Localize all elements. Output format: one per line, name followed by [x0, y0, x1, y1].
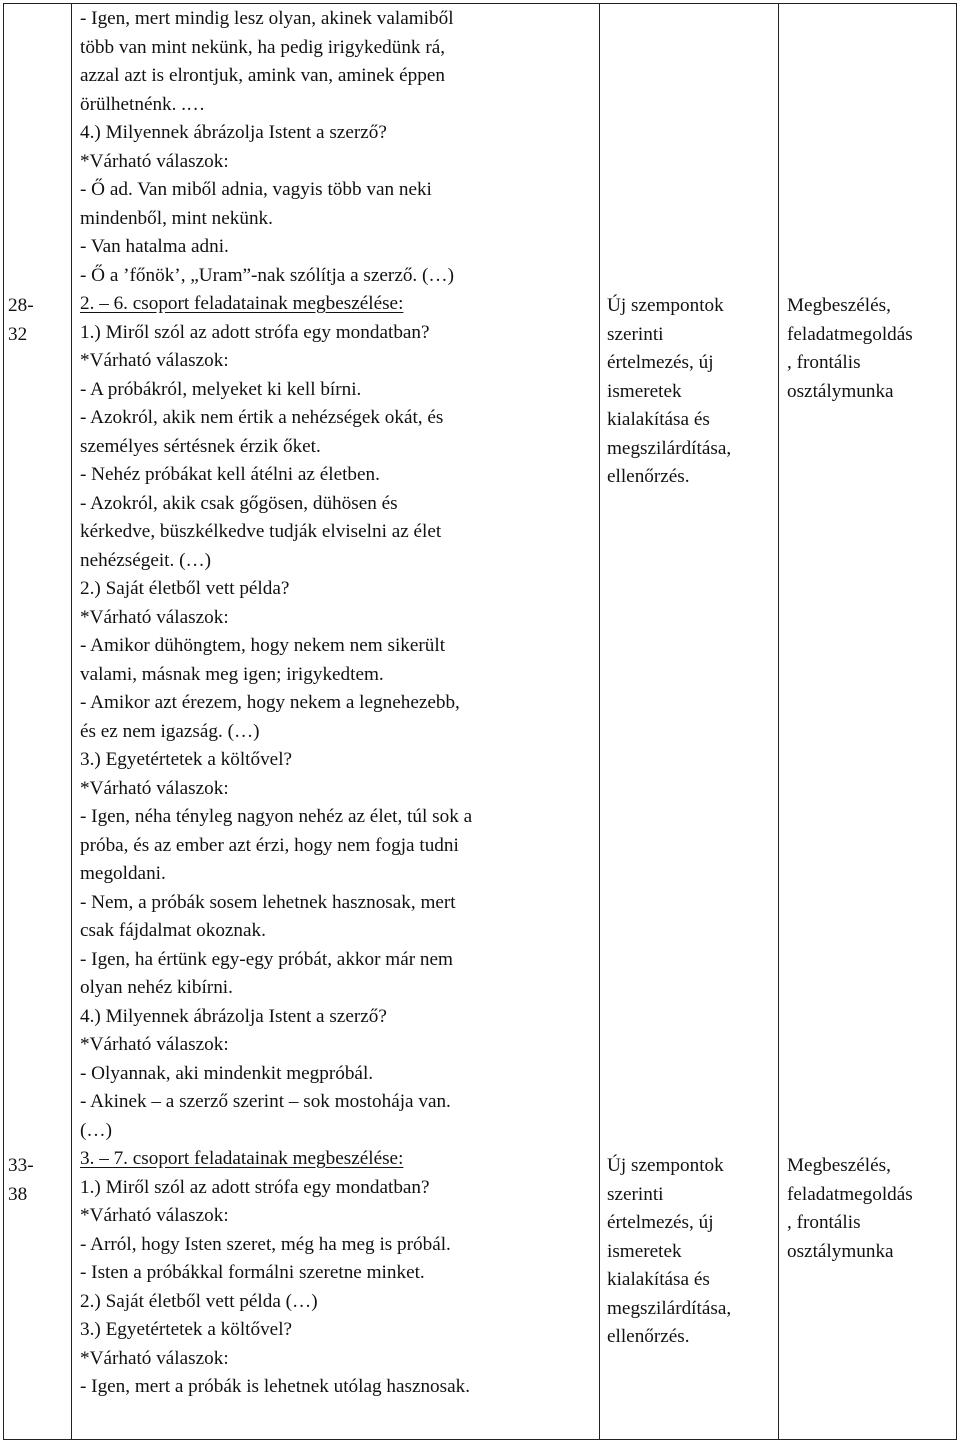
method-line: osztálymunka	[787, 1240, 894, 1262]
method-line: Megbeszélés,	[787, 1155, 891, 1176]
activity-text-line: - Isten a próbákkal formálni szeretne minket.	[80, 1262, 425, 1283]
activity-text-line: azzal azt is elrontjuk, amink van, aminek éppen	[80, 65, 445, 86]
goal-line: értelmezés, új	[607, 352, 714, 373]
table-border-col1	[71, 3, 72, 1440]
goal-line: szerinti	[607, 323, 664, 345]
lesson-number: 33-	[8, 1155, 34, 1176]
table-border-left	[3, 3, 4, 1440]
lesson-number: 28-	[8, 295, 34, 316]
activity-text-line: 3.) Egyetértetek a költővel?	[80, 749, 293, 770]
activity-text-line: - Igen, ha értünk egy-egy próbát, akkor már nem	[80, 948, 453, 970]
activity-text-line: - Ő a ’főnök’, „Uram”-nak szólítja a szerző. (…)	[80, 264, 454, 286]
activity-text-line: *Várható válaszok:	[80, 150, 229, 172]
goal-line: kialakítása és	[607, 1269, 710, 1290]
activity-text-line: - Igen, mert a próbák is lehetnek utólag hasznosak.	[80, 1376, 471, 1397]
activity-text-line: és ez nem igazság. (…)	[80, 720, 260, 742]
activity-text-line: - Arról, hogy Isten szeret, még ha meg is próbál.	[80, 1233, 451, 1255]
method-cell	[787, 292, 957, 406]
activity-text-line: próba, és az ember azt érzi, hogy nem fogja tudni	[80, 834, 459, 856]
activity-text-line: *Várható válaszok:	[80, 1205, 229, 1226]
activity-text-line: - Ő ad. Van miből adnia, vagyis több van neki	[80, 179, 432, 200]
goal-line: ellenőrzés.	[607, 466, 690, 487]
goal-line: szerinti	[607, 1183, 664, 1205]
activity-text-line: *Várható válaszok:	[80, 606, 229, 628]
activity-text-line: személyes sértésnek érzik őket.	[80, 435, 321, 457]
activity-text-line: *Várható válaszok:	[80, 350, 229, 371]
activity-text-line: - Amikor dühöngtem, hogy nekem nem sikerült	[80, 635, 446, 656]
activity-text-line: - A próbákról, melyeket ki kell bírni.	[80, 378, 362, 400]
lesson-number-cell	[8, 1152, 63, 1209]
activity-text-line: - Van hatalma adni.	[80, 236, 229, 257]
method-line: feladatmegoldás	[787, 1183, 913, 1205]
activity-text-line: olyan nehéz kibírni.	[80, 977, 233, 998]
activity-text-cell	[80, 5, 600, 1402]
activity-text-line: mindenből, mint nekünk.	[80, 207, 273, 229]
table-border-col3	[778, 3, 779, 1440]
activity-text-line: 2. – 6. csoport feladatainak megbeszélése:	[80, 293, 404, 314]
goal-line: értelmezés, új	[607, 1212, 714, 1233]
activity-text-line: - Olyannak, aki mindenkit megpróbál.	[80, 1062, 374, 1084]
lesson-number: 32	[8, 323, 28, 345]
activity-text-line: megoldani.	[80, 863, 166, 884]
lesson-number-cell	[8, 292, 63, 349]
goal-cell	[607, 292, 775, 492]
activity-text-line: 4.) Milyennek ábrázolja Istent a szerző?	[80, 122, 387, 143]
method-line: osztálymunka	[787, 380, 894, 402]
activity-text-line: - Nehéz próbákat kell átélni az életben.	[80, 464, 380, 485]
activity-text-line: csak fájdalmat okoznak.	[80, 920, 266, 941]
method-line: , frontális	[787, 1212, 861, 1233]
method-line: Megbeszélés,	[787, 295, 891, 316]
activity-text-line: - Igen, mert mindig lesz olyan, akinek valamiből	[80, 8, 454, 29]
activity-text-line: - Azokról, akik csak gőgösen, dühösen és	[80, 492, 398, 514]
activity-text-line: nehézségeit. (…)	[80, 549, 212, 571]
lesson-number: 38	[8, 1183, 28, 1205]
activity-text-line: *Várható válaszok:	[80, 1347, 229, 1369]
goal-line: Új szempontok	[607, 1155, 724, 1176]
activity-text-line: 2.) Saját életből vett példa (…)	[80, 1290, 318, 1312]
activity-text-line: több van mint nekünk, ha pedig irigykedünk rá,	[80, 36, 446, 58]
table-border-top	[3, 3, 957, 4]
activity-text-line: - Azokról, akik nem értik a nehézségek okát, és	[80, 407, 444, 428]
activity-text-line: - Igen, néha tényleg nagyon nehéz az élet, túl sok a	[80, 806, 473, 827]
goal-cell	[607, 1152, 775, 1352]
activity-text-line: (…)	[80, 1119, 112, 1141]
activity-text-line: *Várható válaszok:	[80, 777, 229, 799]
activity-text-line: - Nem, a próbák sosem lehetnek hasznosak, mert	[80, 891, 456, 913]
method-line: feladatmegoldás	[787, 323, 913, 345]
goal-line: kialakítása és	[607, 409, 710, 430]
activity-text-line: 3.) Egyetértetek a költővel?	[80, 1319, 293, 1340]
goal-line: Új szempontok	[607, 295, 724, 316]
method-cell	[787, 1152, 957, 1266]
activity-text-line: 3. – 7. csoport feladatainak megbeszélése:	[80, 1148, 404, 1169]
method-line: , frontális	[787, 352, 861, 373]
activity-text-line: örülhetnénk. .…	[80, 93, 206, 115]
activity-text-line: 1.) Miről szól az adott strófa egy mondatban?	[80, 321, 430, 343]
goal-line: ismeretek	[607, 380, 682, 402]
goal-line: megszilárdítása,	[607, 437, 732, 459]
activity-text-line: 4.) Milyennek ábrázolja Istent a szerző?	[80, 1005, 387, 1027]
activity-text-line: kérkedve, büszkélkedve tudják elviselni az élet	[80, 521, 442, 542]
activity-text-line: *Várható válaszok:	[80, 1034, 229, 1055]
activity-text-line: - Amikor azt érezem, hogy nekem a legnehezebb,	[80, 692, 460, 713]
activity-text-line: 2.) Saját életből vett példa?	[80, 578, 290, 599]
table-border-bottom	[3, 1439, 957, 1440]
goal-line: megszilárdítása,	[607, 1297, 732, 1319]
activity-text-line: valami, másnak meg igen; irigykedtem.	[80, 663, 384, 685]
activity-text-line: - Akinek – a szerző szerint – sok mostohája van.	[80, 1091, 451, 1112]
activity-text-line: 1.) Miről szól az adott strófa egy mondatban?	[80, 1176, 430, 1198]
goal-line: ellenőrzés.	[607, 1326, 690, 1347]
goal-line: ismeretek	[607, 1240, 682, 1262]
